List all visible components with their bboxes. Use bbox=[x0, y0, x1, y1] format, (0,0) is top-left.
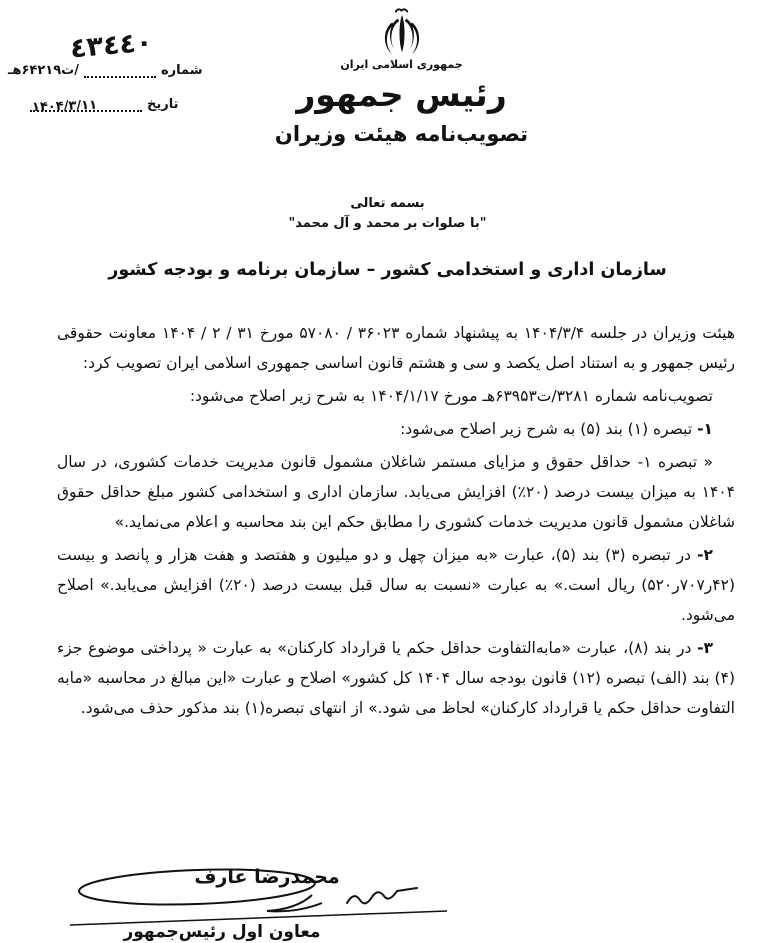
item-1-number: ۱- bbox=[697, 420, 713, 438]
item-3-text: در بند (۸)، عبارت «مابه‌التفاوت حداقل حکم یا قرارداد کارکنان» به عبارت « پرداختی موضوع جزء (۴) بند (الف) تبصره (۱۲) قانون بودجه سال ۱۴۰۴ کل کشور» اصلاح و عبارت «این مبالغ در محاسبه «مابه التفاوت حداقل حکم یا قرارداد کارکنان» لحاظ می شود.» از انتهای تبصره(۱) بند مذکور حذف می‌شود. bbox=[57, 639, 735, 717]
recipients-title: سازمان اداری و استخدامی کشور – سازمان برنامه و بودجه کشور bbox=[108, 260, 667, 280]
item-1-text: تبصره (۱) بند (۵) به شرح زیر اصلاح می‌شود: bbox=[400, 420, 693, 438]
signature-graphic bbox=[62, 845, 472, 943]
signer-name: محمدرضا عارف bbox=[194, 866, 340, 888]
amendment-item-3 bbox=[57, 633, 735, 723]
item-2-text: در تبصره (۳) بند (۵)، عبارت «به میزان چهل و دو میلیون و هفتصد و هفت هزار و پانصد و بیست (۴۲ر۷۰۷ر۵۲۰) ریال است.» به عبارت «نسبت به سال قبل بیست درصد (۲۰٪) افزایش می‌یابد.» اصلاح می‌شود. bbox=[57, 546, 735, 624]
amendment-intro-paragraph: تصویب‌نامه شماره ۳۲۸۱/ت۶۳۹۵۳هـ مورخ ۱۴۰۴/۱/۱۷ به شرح زیر اصلاح می‌شود: bbox=[189, 387, 713, 405]
item-2-number: ۲- bbox=[697, 546, 713, 564]
handwritten-ref-number: ٤٣٤٤٠ bbox=[68, 26, 154, 65]
president-calligraphy: رئیس جمهور bbox=[296, 75, 507, 114]
ref-date-label: تاریخ bbox=[147, 97, 179, 112]
ref-number-label: شماره bbox=[160, 63, 203, 78]
item-3-number: ۳- bbox=[697, 639, 713, 657]
basmala-text: بسمه تعالی bbox=[350, 196, 425, 211]
ref-number-printed-suffix: /ت۶۴۲۱۹هـ bbox=[8, 63, 79, 78]
signature-scribble bbox=[347, 888, 417, 903]
salutation-text: "با صلوات بر محمد و آل محمد" bbox=[288, 216, 487, 231]
document-type-calligraphy: تصویب‌نامه هیئت وزیران bbox=[274, 122, 529, 146]
invocation bbox=[0, 196, 775, 231]
signature-block bbox=[62, 845, 472, 943]
republic-label: جمهوری اسلامی ایران bbox=[340, 58, 463, 71]
amendment-item-1-quote: « تبصره ۱- حداقل حقوق و مزایای مستمر شاغلان مشمول قانون مدیریت خدمات کشوری، در سال ۱۴۰۴ به میزان بیست درصد (۲۰٪) افزایش می‌یابد. سازمان اداری و استخدامی کشور مبلغ حداقل حقوق شاغلان مشمول قانون مدیریت خدمات کشوری را مطابق حکم این بند محاسبه و اعلام می‌نماید.» bbox=[57, 453, 735, 531]
amendment-item-2 bbox=[57, 540, 735, 630]
masthead bbox=[14, 6, 775, 146]
handwritten-date: ۱۴۰۴/۳/۱۱ bbox=[31, 97, 98, 116]
letter-body bbox=[57, 318, 735, 726]
preamble-paragraph: هیئت وزیران در جلسه ۱۴۰۴/۳/۴ به پیشنهاد شماره ۳۶۰۲۳ / ۵۷۰۸۰ مورخ ۳۱ / ۲ / ۱۴۰۴ معاونت حقوقی رئیس جمهور و به استناد اصل یکصد و سی و هشتم قانون اساسی جمهوری اسلامی ایران تصویب کرد: bbox=[57, 324, 735, 372]
signer-title: معاون اول رئیس‌جمهور bbox=[123, 922, 321, 942]
amendment-item-1 bbox=[57, 414, 735, 444]
iran-emblem-icon bbox=[379, 6, 425, 62]
